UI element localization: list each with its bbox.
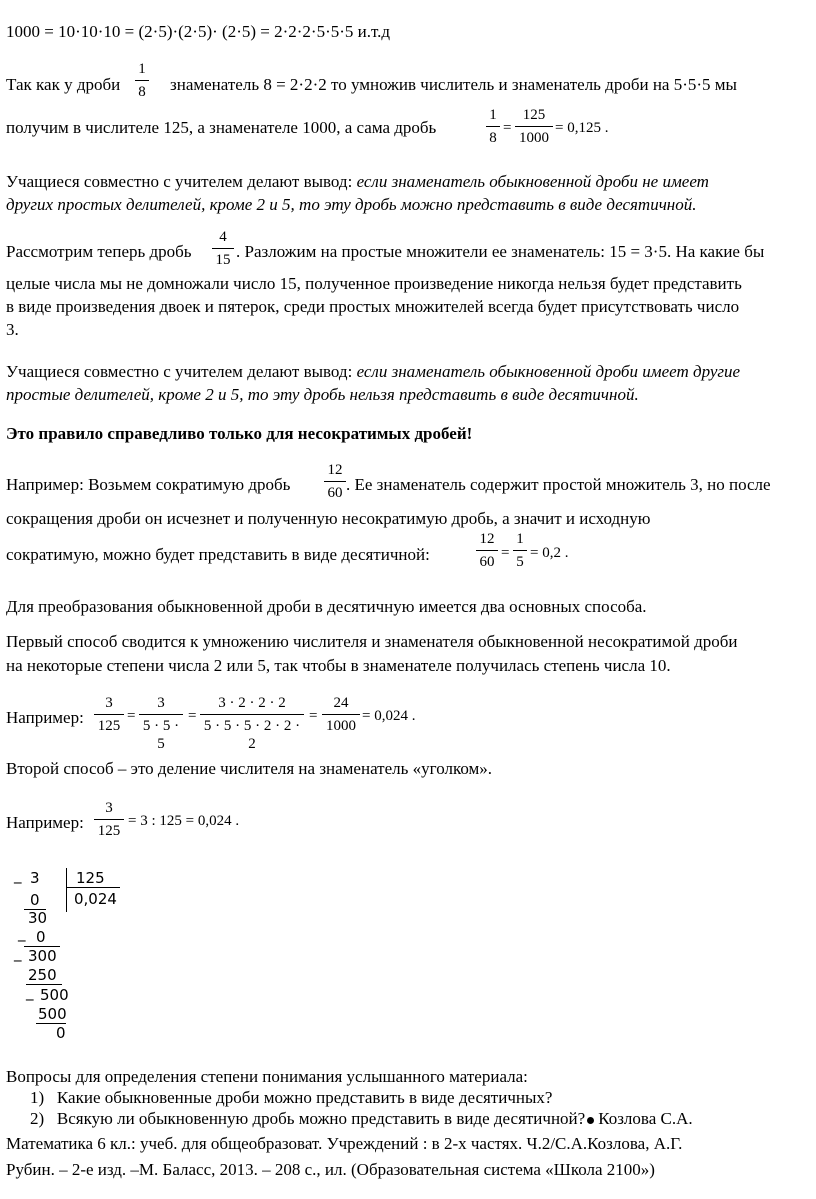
quotient: 0,024 (74, 890, 117, 908)
division-vertical-line (66, 868, 67, 912)
reference-line2: Математика 6 кл.: учеб. для общеобразоват. Учреждений : в 2-х частях. Ч.2/С.А.Козлова, А.Г. (6, 1134, 683, 1153)
p7-text-b: на некоторые степени числа 2 или 5, так чтобы в знаменателе получилась степень числа 10. (6, 656, 671, 675)
fraction-1-8 (135, 60, 149, 101)
divisor: 125 (76, 869, 105, 887)
p4-line1 (6, 362, 740, 382)
p1-text-b: знаменатель 8 = 2·2·2 то умножив числитель и знаменатель дроби на 5·5·5 мы (170, 75, 737, 94)
question-text: Всякую ли обыкновенную дробь можно представить в виде десятичной? (56, 1109, 586, 1128)
p7-text-a: Первый способ сводится к умножению числителя и знаменателя обыкновенной несократимой дроби (6, 632, 738, 651)
fraction-bar (322, 714, 360, 715)
fraction-bar (324, 481, 346, 482)
minus-sign: _ (14, 944, 22, 962)
equals-sign: = (501, 545, 510, 561)
p5-text-b: . Ее знаменатель содержит простой множитель 3, но после (346, 475, 771, 494)
fraction-4-15 (212, 228, 234, 269)
rule-heading: Это правило справедливо только для несократимых дробей! (6, 424, 473, 443)
question-item (30, 1088, 552, 1108)
fraction-bar (139, 714, 183, 715)
fraction-bar (200, 714, 304, 715)
fraction-bar (94, 819, 124, 820)
reference-line3: Рубин. – 2-е изд. –М. Баласс, 2013. – 208 с., ил. (Образовательная система «Школа 2100») (6, 1160, 655, 1179)
p3-text-c: целые числа мы не домножали число 15, полученное произведение никогда нельзя будет представить (6, 274, 742, 293)
numerator: 125 (522, 107, 546, 123)
p8-text: Второй способ – это деление числителя на знаменатель «уголком». (6, 759, 493, 778)
step-value: 0 (30, 891, 40, 909)
denominator: 8 (138, 84, 146, 100)
dividend: 3 (30, 869, 40, 887)
p3-text-e: 3. (6, 320, 19, 339)
denominator: 1000 (326, 718, 356, 734)
numerator: 24 (333, 695, 349, 711)
step-value: 500 (40, 986, 69, 1004)
fraction-expanded (200, 694, 304, 753)
p1-text-c: получим в числителе 125, а знаменателе 1000, а сама дробь (6, 118, 437, 137)
step-value: 300 (28, 947, 57, 965)
example2-label: Например: (6, 813, 84, 832)
bullet-icon (587, 1117, 594, 1124)
numerator: 3 (105, 695, 113, 711)
step-value: 0 (56, 1024, 66, 1042)
p5-text-a: Например: Возьмем сократимую дробь (6, 475, 291, 494)
step-value: 30 (28, 909, 48, 927)
p4-rule-start: если знаменатель обыкновенной дроби имеет другие (356, 362, 741, 381)
minus-sign: _ (26, 983, 34, 1001)
numerator: 12 (479, 531, 495, 547)
numerator: 3 (105, 800, 113, 816)
equals-sign: = (309, 708, 318, 724)
fraction-12-60-b (476, 530, 498, 571)
step-value: 500 (38, 1005, 67, 1023)
divisor-underline (66, 887, 120, 888)
p3-text-b: . Разложим на простые множители ее знаменатель: 15 = 3·5. На какие бы (236, 242, 765, 261)
p4-lead: Учащиеся совместно с учителем делают вывод: (6, 362, 353, 381)
fraction-bar (94, 714, 124, 715)
questions-title: Вопросы для определения степени понимания услышанного материала: (6, 1067, 528, 1086)
numerator: 3 (157, 695, 165, 711)
denominator: 5 · 5 · 5 (142, 718, 180, 752)
fraction-24-1000 (322, 694, 360, 735)
fraction-1-5 (513, 530, 527, 571)
decimal-result: = 0,024 . (362, 708, 416, 724)
denominator: 5 · 5 · 5 · 2 · 2 · 2 (203, 718, 301, 752)
question-text: Какие обыкновенные дроби можно представить в виде десятичных? (56, 1088, 553, 1107)
fraction-bar (513, 550, 527, 551)
numerator: 1 (516, 531, 524, 547)
denominator: 60 (327, 485, 343, 501)
p4-rule-end: простые делителей, кроме 2 и 5, то эту дробь нельзя представить в виде десятичной. (6, 385, 639, 404)
question-item (30, 1109, 693, 1129)
reference-start: Козлова С.А. (598, 1109, 693, 1128)
p2-lead: Учащиеся совместно с учителем делают вывод: (6, 172, 353, 191)
minus-sign: _ (14, 866, 22, 884)
p3-text-d: в виде произведения двоек и пятерок, среди простых множителей всегда будет присутствовать число (6, 297, 740, 316)
fraction-3-555 (139, 694, 183, 753)
step-value: 0 (36, 928, 46, 946)
division-result: = 3 : 125 = 0,024 . (128, 813, 240, 829)
p6-text: Для преобразования обыкновенной дроби в десятичную имеется два основных способа. (6, 597, 647, 616)
fraction-bar (486, 126, 500, 127)
fraction-1-8-b (486, 106, 500, 147)
decomposition-line: 1000 = 10·10·10 = (2·5)·(2·5)· (2·5) = 2·2·2·5·5·5 и.т.д (6, 22, 391, 41)
denominator: 1000 (519, 130, 549, 146)
denominator: 60 (479, 554, 495, 570)
fraction-bar (476, 550, 498, 551)
minus-sign: _ (18, 924, 26, 942)
question-number: 1) (30, 1088, 45, 1107)
question-number: 2) (30, 1109, 45, 1128)
p3-text-a: Рассмотрим теперь дробь (6, 242, 192, 261)
equals-sign: = (188, 708, 197, 724)
fraction-125-1000 (515, 106, 553, 147)
fraction-12-60 (324, 461, 346, 502)
fraction-3-125 (94, 694, 124, 735)
numerator: 4 (219, 229, 227, 245)
fraction-bar (135, 80, 149, 81)
example1-label: Например: (6, 708, 84, 727)
p2-rule-start: если знаменатель обыкновенной дроби не имеет (356, 172, 709, 191)
p5-text-c: сокращения дроби он исчезнет и полученную несократимую дробь, а значит и исходную (6, 509, 651, 528)
step-value: 250 (28, 966, 57, 984)
equals-sign: = (127, 708, 136, 724)
decimal-result: = 0,2 . (530, 545, 569, 561)
numerator: 1 (489, 107, 497, 123)
denominator: 125 (97, 823, 121, 839)
denominator: 8 (489, 130, 497, 146)
decimal-result: = 0,125 . (555, 120, 609, 136)
fraction-bar (212, 248, 234, 249)
equals-sign: = (503, 120, 512, 136)
p1-text-a: Так как у дроби (6, 75, 121, 94)
fraction-3-125-b (94, 799, 124, 840)
denominator: 125 (97, 718, 121, 734)
p2-rule-end: других простых делителей, кроме 2 и 5, то эту дробь можно представить в виде десятичной. (6, 195, 697, 214)
numerator: 3 · 2 · 2 · 2 (218, 695, 286, 711)
numerator: 12 (327, 462, 343, 478)
denominator: 15 (215, 252, 231, 268)
denominator: 5 (516, 554, 524, 570)
numerator: 1 (138, 61, 146, 77)
fraction-bar (515, 126, 553, 127)
p5-text-d: сократимую, можно будет представить в виде десятичной: (6, 545, 430, 564)
p2-line1 (6, 172, 709, 192)
